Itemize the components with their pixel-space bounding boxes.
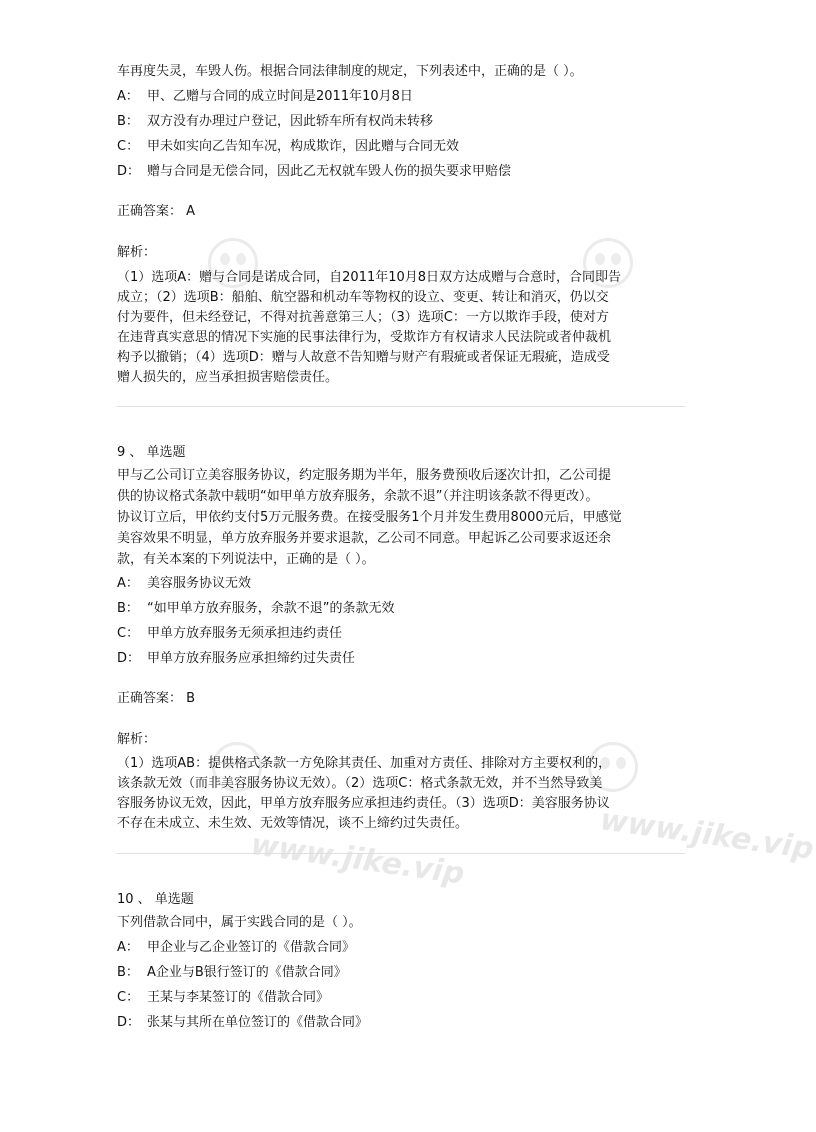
option-b: [117, 601, 394, 617]
option-key: D：: [117, 651, 141, 666]
option-key: C：: [117, 139, 140, 154]
option-key: A：: [117, 576, 139, 591]
analysis-label: 解析：: [117, 732, 157, 747]
option-c: [117, 139, 459, 155]
option-text: 赠与合同是无偿合同，因此乙无权就车毁人伤的损失要求甲赔偿: [147, 164, 512, 179]
option-c: [117, 626, 342, 642]
question-stem-line: 款，有关本案的下列说法中，正确的是（ ）。: [117, 552, 375, 567]
option-d: [117, 651, 355, 667]
question-heading: 9 、 单选题: [117, 445, 186, 460]
option-text: 甲未如实向乙告知车况，构成欺诈，因此赠与合同无效: [147, 139, 460, 154]
question-stem-line: 甲与乙公司订立美容服务协议，约定服务期为半年，服务费预收后逐次计扣，乙公司提: [117, 468, 612, 483]
question-stem: 下列借款合同中，属于实践合同的是（ ）。: [117, 915, 362, 930]
option-key: B：: [117, 114, 139, 129]
correct-answer: 正确答案： A: [117, 204, 196, 219]
analysis-label: 解析：: [117, 245, 157, 260]
option-text: 王某与李某签订的《借款合同》: [147, 990, 330, 1005]
question-stem-line: 美容效果不明显，单方放弃服务并要求退款，乙公司不同意。甲起诉乙公司要求返还余: [117, 531, 612, 546]
analysis-line: 不存在未成立、未生效、无效等情况，谈不上缔约过失责任。: [117, 816, 469, 831]
option-d: [117, 164, 511, 180]
watermark-text: www.jike.vip: [597, 802, 816, 867]
analysis-line: 付为要件，但未经登记，不得对抗善意第三人；（3）选项C：一方以欺诈手段，使对方: [117, 310, 609, 325]
option-d: [117, 1015, 368, 1031]
option-key: A：: [117, 89, 139, 104]
option-text: “如甲单方放弃服务，余款不退”的条款无效: [147, 601, 395, 616]
analysis-line: 该条款无效（而非美容服务协议无效）。（2）选项C：格式条款无效，并不当然导致美: [117, 776, 603, 791]
option-key: C：: [117, 626, 140, 641]
option-text: A企业与B银行签订的《借款合同》: [147, 965, 347, 980]
option-a: [117, 576, 251, 592]
option-text: 甲企业与乙企业签订的《借款合同》: [147, 940, 356, 955]
option-text: 甲单方放弃服务应承担缔约过失责任: [147, 651, 356, 666]
analysis-line: 成立；（2）选项B：船舶、航空器和机动车等物权的设立、变更、转让和消灭，仍以交: [117, 290, 609, 305]
analysis-line: 赠人损失的，应当承担损害赔偿责任。: [117, 370, 339, 385]
question-stem-line: 供的协议格式条款中载明“如甲单方放弃服务，余款不退”（并注明该条款不得更改）。: [117, 489, 599, 504]
option-key: D：: [117, 1015, 141, 1030]
question-stem-tail: 车再度失灵，车毁人伤。根据合同法律制度的规定，下列表述中，正确的是（ ）。: [117, 64, 583, 79]
option-b: [117, 114, 433, 130]
option-key: D：: [117, 164, 141, 179]
watermark-text: www.jike.vip: [248, 827, 467, 892]
option-text: 甲、乙赠与合同的成立时间是2011年10月8日: [147, 89, 413, 104]
option-key: C：: [117, 990, 140, 1005]
option-text: 甲单方放弃服务无须承担违约责任: [147, 626, 343, 641]
question-heading: 10 、 单选题: [117, 892, 194, 907]
option-a: [117, 940, 355, 956]
analysis-line: 构予以撤销；（4）选项D：赠与人故意不告知赠与财产有瑕疵或者保证无瑕疵，造成受: [117, 350, 610, 365]
option-key: A：: [117, 940, 139, 955]
option-a: [117, 89, 413, 105]
correct-answer: 正确答案： B: [117, 691, 196, 706]
analysis-line: （1）选项A：赠与合同是诺成合同，自2011年10月8日双方达成赠与合意时，合同即告: [117, 270, 622, 285]
section-divider: [117, 853, 685, 854]
option-text: 张某与其所在单位签订的《借款合同》: [147, 1015, 369, 1030]
question-stem-line: 协议订立后，甲依约支付5万元服务费。在接受服务1个月并发生费用8000元后，甲感觉: [117, 510, 622, 525]
analysis-line: 在违背真实意思的情况下实施的民事法律行为，受欺诈方有权请求人民法院或者仲裁机: [117, 330, 612, 345]
analysis-line: （1）选项AB：提供格式条款一方免除其责任、加重对方责任、排除对方主要权利的，: [117, 756, 612, 771]
option-key: B：: [117, 601, 139, 616]
option-b: [117, 965, 347, 981]
section-divider: [117, 406, 685, 407]
option-text: 双方没有办理过户登记，因此轿车所有权尚未转移: [147, 114, 434, 129]
option-text: 美容服务协议无效: [147, 576, 252, 591]
option-c: [117, 990, 329, 1006]
analysis-line: 容服务协议无效，因此，甲单方放弃服务应承担违约责任。（3）选项D：美容服务协议: [117, 796, 610, 811]
option-key: B：: [117, 965, 139, 980]
